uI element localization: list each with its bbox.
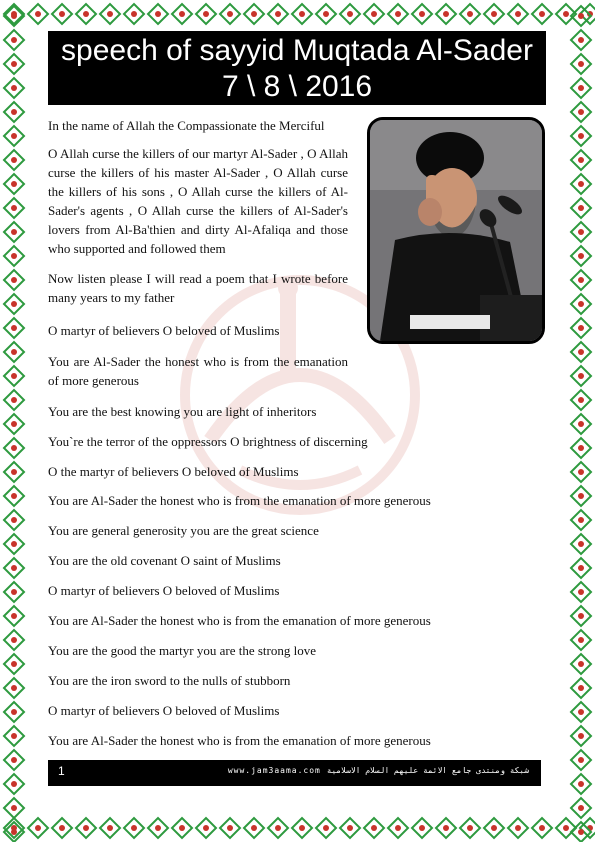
poem-line: You are Al-Sader the honest who is from the emanation of more generous	[48, 613, 431, 628]
poem-line: You are the iron sword to the nulls of stubborn	[48, 673, 291, 688]
poem-line: You are Al-Sader the honest who is from the emanation of more generous	[48, 493, 431, 508]
page-footer	[48, 760, 541, 786]
decorative-border-top	[0, 0, 595, 28]
decorative-border-bottom	[0, 814, 595, 842]
title-line-1: speech of sayyid Muqtada Al-Sader	[61, 34, 533, 67]
poem-line: You are the best knowing you are light of inheritors	[48, 404, 317, 419]
page-title	[48, 31, 546, 105]
poem-line: You are general generosity you are the great science	[48, 523, 319, 538]
poem-line: O martyr of believers O beloved of Muslims	[48, 583, 280, 598]
poem-line: You are the good the martyr you are the strong love	[48, 643, 317, 658]
poem-line: You`re the terror of the oppressors O brightness of discerning	[48, 434, 368, 449]
paragraph-poem-refrain: O martyr of believers O beloved of Muslims	[48, 323, 280, 338]
paragraph-poem-line: You are Al-Sader the honest who is from the emanation of more generous	[48, 354, 348, 388]
paragraph-opening: In the name of Allah the Compassionate the Merciful	[48, 118, 325, 133]
poem-line: O martyr of believers O beloved of Muslims	[48, 703, 280, 718]
decorative-border-left	[0, 0, 28, 842]
title-line-2: 7 \ 8 \ 2016	[221, 70, 373, 103]
speaker-photo	[367, 117, 545, 344]
poem-line: O the martyr of believers O beloved of Muslims	[48, 464, 299, 479]
paragraph-poem-intro: Now listen please I will read a poem that I wrote before many years to my father	[48, 271, 348, 305]
page-number: 1	[58, 764, 65, 778]
paragraph-curse: O Allah curse the killers of our martyr Al-Sader , O Allah curse the killers of his master Al-Sader , O Allah curse the killers of his sons , O Allah curse the killers of Al-Sader's agents , O Allah curse the killers of Al-Sader's lovers from Al-Ba'thien and dirty Al-Afaliqa and those who supported and followed them	[48, 146, 348, 256]
poem-line: You are the old covenant O saint of Muslims	[48, 553, 281, 568]
poem-line: You are Al-Sader the honest who is from the emanation of more generous	[48, 733, 431, 748]
footer-site-text: www.jam3aama.com شبكة ومنتدى جامع الائمة عليهم السلام الاسلامية	[227, 766, 529, 775]
decorative-border-right	[567, 0, 595, 842]
